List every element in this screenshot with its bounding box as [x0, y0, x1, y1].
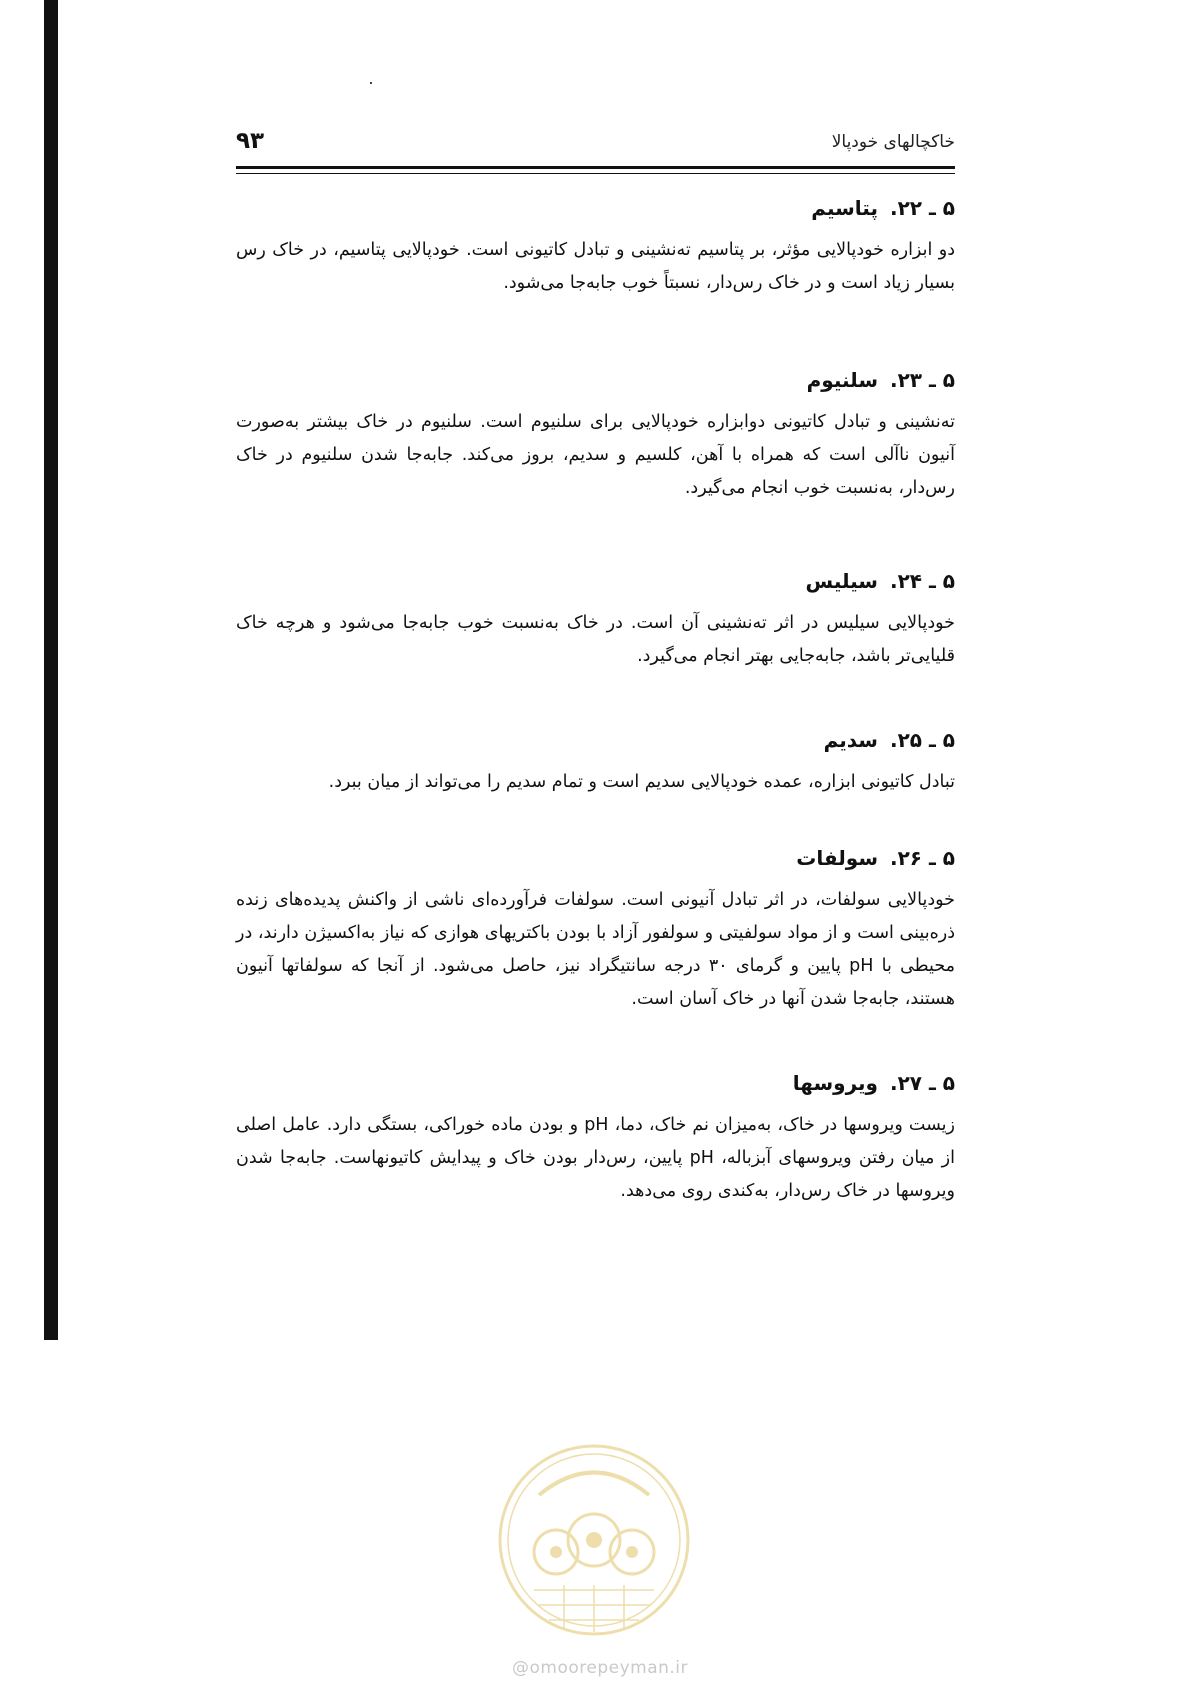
section-title: سولفات: [796, 846, 878, 870]
section-body: خودپالایی سیلیس در اثر ته‌نشینی آن است. در خاک به‌نسبت خوب جابه‌جا می‌شود و هرچه خاک قلیایی‌تر باشد، جابه‌جایی بهتر انجام می‌گیرد.: [236, 613, 955, 666]
section-title: سدیم: [823, 728, 878, 752]
section-heading: [236, 728, 955, 756]
section-title: پتاسیم: [811, 196, 878, 220]
section-sulfate: [236, 846, 955, 1016]
section-heading: [236, 846, 955, 874]
section-title: سیلیس: [805, 569, 878, 593]
section-potassium: [236, 196, 955, 300]
section-number: ۵ ـ ۲۶.: [889, 846, 955, 870]
section-number: ۵ ـ ۲۴.: [889, 569, 955, 593]
section-heading: [236, 1071, 955, 1099]
section-body: خودپالایی سولفات، در اثر تبادل آنیونی است. سولفات فرآورده‌ای ناشی از واکنش پدیده‌های زنده ذره‌بینی است و از مواد سولفیتی و سولفور آزاد با بودن باکتریهای هوازی که نیاز به‌اکسیژن دارند، در محیطی با pH پایین و گرمای ۳۰ درجه سانتیگراد نیز، حاصل می‌شود. از آنجا که سولفاتها آنیون هستند، جابه‌جا شدن آنها در خاک آسان است.: [236, 890, 955, 1009]
section-silica: [236, 569, 955, 673]
header-rule-thin: [236, 173, 955, 174]
section-heading: [236, 569, 955, 597]
page-number: ۹۳: [236, 128, 265, 154]
section-title: ویروسها: [792, 1071, 878, 1095]
scan-speck: [370, 82, 372, 84]
section-number: ۵ ـ ۲۷.: [889, 1071, 955, 1095]
section-title: سلنیوم: [806, 368, 878, 392]
section-number: ۵ ـ ۲۲.: [889, 196, 955, 220]
section-body: دو ابزاره خودپالایی مؤثر، بر پتاسیم ته‌نشینی و تبادل کاتیونی است. خودپالایی پتاسیم، در خاک رس بسیار زیاد است و در خاک رس‌دار، نسبتاً خوب جابه‌جا می‌شود.: [236, 240, 955, 293]
section-heading: [236, 368, 955, 396]
section-body: ته‌نشینی و تبادل کاتیونی دوابزاره خودپالایی برای سلنیوم است. سلنیوم در خاک بیشتر به‌صورت آنیون ناآلی است که همراه با آهن، کلسیم و سدیم، بروز می‌کند. جابه‌جا شدن سلنیوم در خاک رس‌دار، به‌نسبت خوب انجام می‌گیرد.: [236, 412, 955, 498]
section-body: زیست ویروسها در خاک، به‌میزان نم خاک، دما، pH و بودن ماده خوراکی، بستگی دارد. عامل اصلی از میان رفتن ویروسهای آبزباله، pH پایین، رس‌دار بودن خاک و پیدایش کاتیونهاست. جابه‌جا شدن ویروسها در خاک رس‌دار، به‌کندی روی می‌دهد.: [236, 1115, 956, 1201]
page-header: [236, 128, 955, 158]
section-selenium: [236, 368, 955, 505]
section-heading: [236, 196, 955, 224]
watermark-seal-logo: [494, 1440, 694, 1640]
section-body: تبادل کاتیونی ابزاره، عمده خودپالایی سدیم است و تمام سدیم را می‌تواند از میان ببرد.: [328, 772, 955, 792]
section-viruses: [236, 1071, 955, 1208]
scan-binding-edge: [44, 0, 58, 1340]
watermark-url: @omoorepeyman.ir: [511, 1658, 689, 1678]
section-number: ۵ ـ ۲۳.: [889, 368, 955, 392]
section-number: ۵ ـ ۲۵.: [889, 728, 955, 752]
section-sodium: [236, 728, 955, 799]
header-rule-thick: [236, 166, 955, 169]
running-title: خاکچالهای خودپالا: [831, 132, 955, 152]
